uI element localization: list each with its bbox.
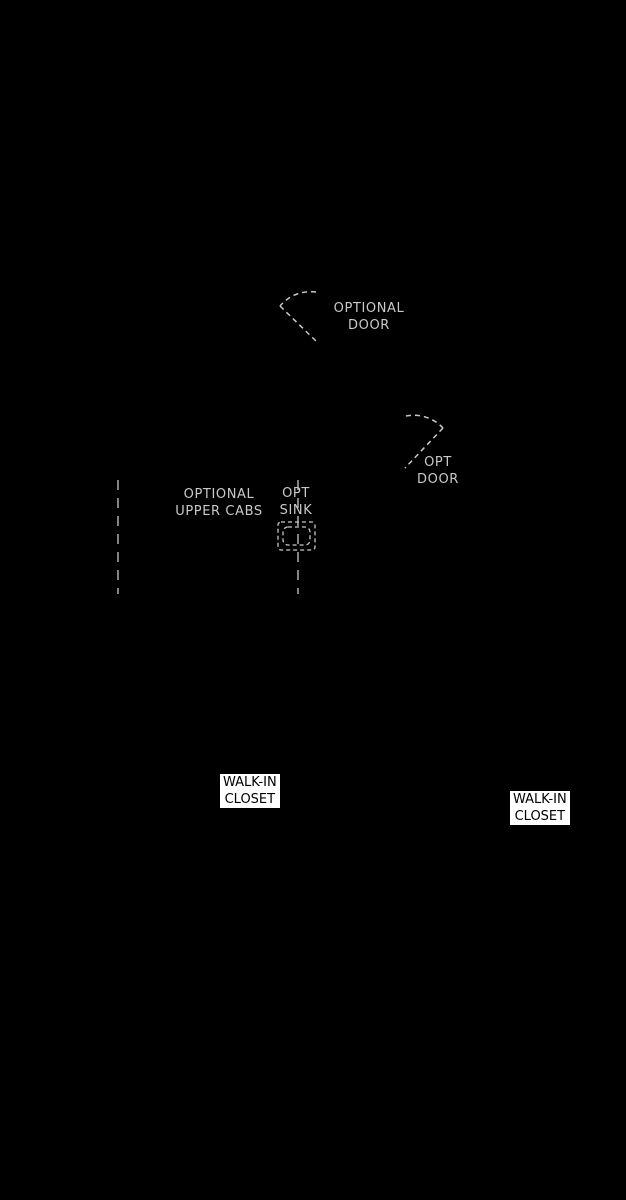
opt-sink-label <box>272 485 320 519</box>
optional-upper-cabs-line2: UPPER CABS <box>175 504 263 519</box>
closet-2-line2: CLOSET <box>514 809 566 824</box>
optional-door-label-line1: OPTIONAL <box>333 301 405 316</box>
optional-door-leaf <box>280 306 318 343</box>
closet-2-line1: WALK-IN <box>513 792 567 807</box>
closet-1-line1: WALK-IN <box>223 775 277 790</box>
opt-door-label <box>408 454 468 488</box>
opt-door-label-line2: DOOR <box>417 472 459 487</box>
opt-door-label-line1: OPT <box>424 455 452 470</box>
optional-door-label-line2: DOOR <box>348 318 390 333</box>
optional-door-swing <box>280 292 318 343</box>
opt-sink-label-line2: SINK <box>279 503 313 518</box>
opt-sink-label-line1: OPT <box>282 486 310 501</box>
opt-door-arc <box>406 415 443 428</box>
walk-in-closet-tag-2 <box>510 791 570 825</box>
opt-sink-symbol <box>278 522 315 550</box>
optional-upper-cabs-label <box>166 486 272 520</box>
optional-door-arc <box>280 292 316 306</box>
closet-1-line2: CLOSET <box>224 792 276 807</box>
walk-in-closet-tag <box>220 774 280 808</box>
optional-door-label <box>326 300 412 334</box>
sink-basin <box>283 527 310 545</box>
optional-upper-cabs-line1: OPTIONAL <box>183 487 255 502</box>
